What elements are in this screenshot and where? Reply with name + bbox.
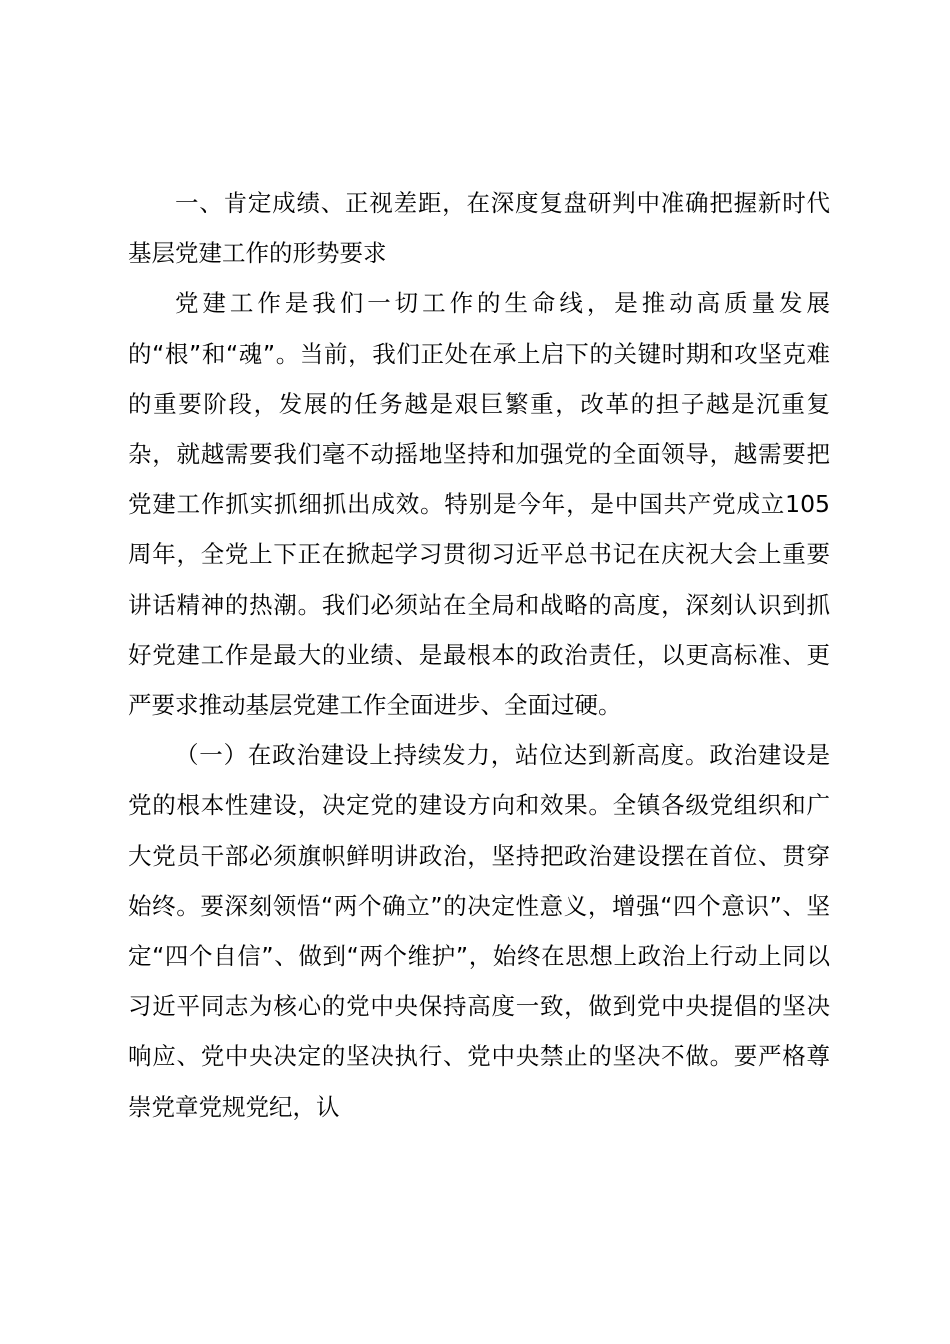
subsection-paragraph: （一）在政治建设上持续发力，站位达到新高度。政治建设是党的根本性建设，决定党的建设方向和效果。全镇各级党组织和广大党员干部必须旗帜鲜明讲政治，坚持把政治建设摆在首位、贯穿始终。要深刻领悟“两个确立”的决定性意义，增强“四个意识”、坚定“四个自信”、做到“两个维护”，始终在思想上政治上行动上同以习近平同志为核心的党中央保持高度一致，做到党中央提倡的坚决响应、党中央决定的坚决执行、党中央禁止的坚决不做。要严格尊崇党章党规党纪，认 — [128, 741, 830, 1121]
document-body — [128, 178, 830, 1132]
section-heading: 一、肯定成绩、正视差距，在深度复盘研判中准确把握新时代基层党建工作的形势要求 — [128, 189, 830, 268]
body-paragraph: 党建工作是我们一切工作的生命线，是推动高质量发展的“根”和“魂”。当前，我们正处在承上启下的关键时期和攻坚克难的重要阶段，发展的任务越是艰巨繁重，改革的担子越是沉重复杂，就越需要我们毫不动摇地坚持和加强党的全面领导，越需要把党建工作抓实抓细抓出成效。特别是今年，是中国共产党成立105周年，全党上下正在掀起学习贯彻习近平总书记在庆祝大会上重要讲话精神的热潮。我们必须站在全局和战略的高度，深刻认识到抓好党建工作是最大的业绩、是最根本的政治责任，以更高标准、更严要求推动基层党建工作全面进步、全面过硬。 — [128, 289, 830, 720]
